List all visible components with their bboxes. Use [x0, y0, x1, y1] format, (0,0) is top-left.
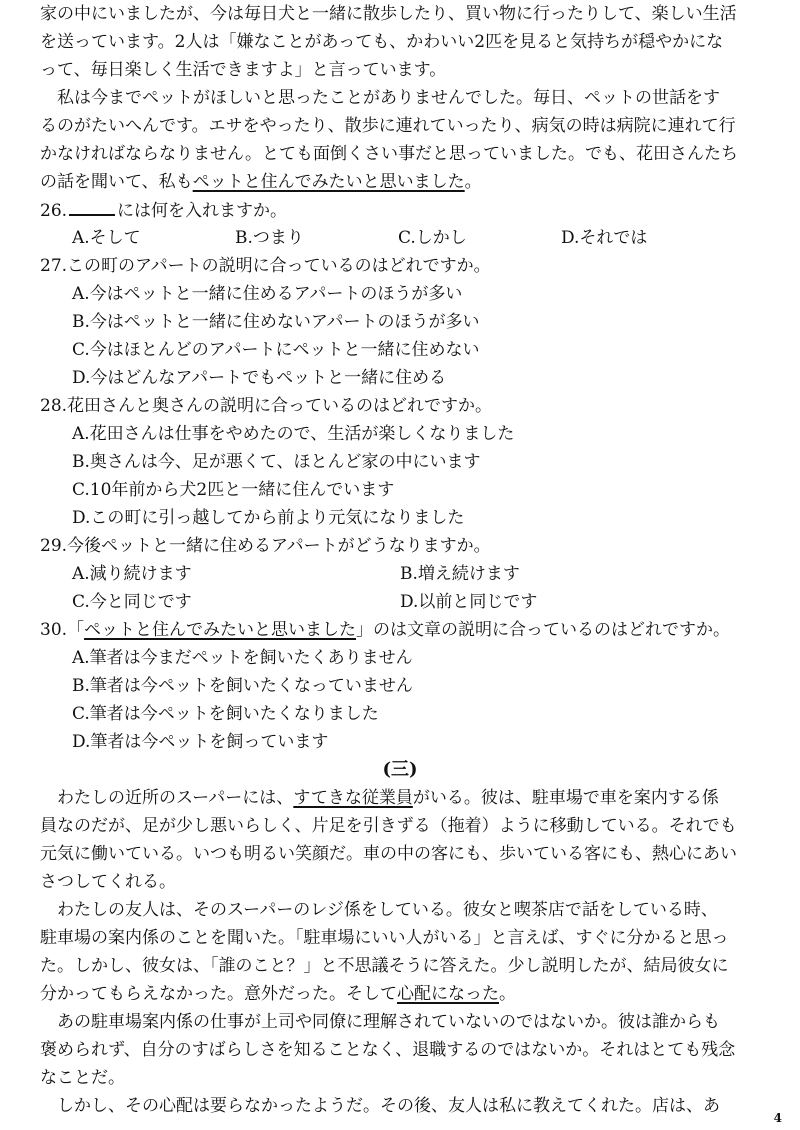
passage-line: 褒められず、自分のすばらしさを知ることなく、退職するのではないか。それはとても残念 [40, 1040, 736, 1060]
q26-option-d: D.それでは [561, 228, 648, 248]
underlined-phrase: ペットと住んでみたいと思いました [192, 172, 465, 192]
q28-option-c: C.10年前から犬2匹と一緒に住んでいます [72, 480, 395, 500]
passage-line: 員なのだが、足が少し悪いらしく、片足を引きずる（拖着）ように移動している。それでも [40, 816, 737, 836]
q27-option-d: D.今はどんなアパートでもペットと一緒に住める [72, 368, 447, 388]
quote-close: 」 [356, 620, 374, 640]
passage-line: 元気に働いている。いつも明るい笑顔だ。車の中の客にも、歩いている客にも、熱心にあい [40, 844, 737, 864]
q28-option-b: B.奥さんは今、足が悪くて、ほとんど家の中にいます [72, 452, 481, 472]
q26-option-c: C.しかし [398, 228, 467, 248]
passage-line: しかし、その心配は要らなかったようだ。その後、友人は私に教えてくれた。店は、あ [40, 1096, 720, 1116]
question-number: 30. [40, 620, 68, 640]
question-29-stem: 29.今後ペットと一緒に住めるアパートがどうなりますか。 [40, 536, 491, 556]
passage-text: わたしの近所のスーパーには、 [40, 788, 294, 808]
q26-option-b: B.つまり [235, 228, 304, 248]
q28-option-a: A.花田さんは仕事をやめたので、生活が楽しくなりました [72, 424, 515, 444]
q29-option-b: B.増え続けます [400, 564, 520, 584]
q27-option-b: B.今はペットと一緒に住めないアパートのほうが多い [72, 312, 480, 332]
page-number: 4 [773, 1111, 782, 1125]
passage-text: 。 [499, 984, 516, 1004]
passage-line: るのがたいへんです。エサをやったり、散歩に連れていったり、病気の時は病院に連れて行 [40, 116, 736, 136]
q30-option-b: B.筆者は今ペットを飼いたくなっていません [72, 676, 413, 696]
question-27-stem: 27.この町のアパートの説明に合っているのはどれですか。 [40, 256, 491, 276]
passage-line: 私は今までペットがほしいと思ったことがありませんでした。毎日、ペットの世話をす [40, 88, 720, 108]
passage-line: かなければならなりません。とても面倒くさい事だと思っていました。でも、花田さんたち [40, 144, 739, 164]
passage-line [40, 786, 719, 810]
passage-line: さつしてくれる。 [40, 872, 176, 892]
passage-line: わたしの友人は、そのスーパーのレジ係をしている。彼女と喫茶店で話をしている時、 [40, 900, 718, 920]
q29-option-c: C.今と同じです [72, 592, 192, 612]
passage-text: 。 [464, 172, 482, 192]
q29-option-d: D.以前と同じです [400, 592, 538, 612]
q30-option-c: C.筆者は今ペットを飼いたくなりました [72, 704, 379, 724]
passage-line [40, 170, 482, 194]
passage-text: 分かってもらえなかった。意外だった。そして [40, 984, 397, 1004]
passage-line: なことだ。 [40, 1068, 125, 1088]
passage-line: 家の中にいましたが、今は毎日犬と一緒に散歩したり、買い物に行ったりして、楽しい生活 [40, 4, 737, 24]
q27-option-c: C.今はほとんどのアパートにペットと一緒に住めない [72, 340, 480, 360]
passage-line: 駐車場の案内係のことを聞いた。「駐車場にいい人がいる」と言えば、すぐに分かると思っ [40, 928, 729, 948]
passage-text: がいる。彼は、駐車場で車を案内する係 [412, 788, 719, 808]
q28-option-d: D.この町に引っ越してから前より元気になりました [72, 508, 465, 528]
underlined-phrase: 心配になった [397, 984, 499, 1004]
fill-in-blank [69, 198, 115, 216]
quote-open: 「 [67, 620, 85, 640]
q26-option-a: A.そして [72, 228, 141, 248]
question-text: には何を入れますか。 [117, 201, 288, 221]
underlined-phrase: すてきな従業員 [293, 788, 413, 808]
underlined-phrase: ペットと住んでみたいと思いました [84, 620, 357, 640]
section-heading: (三) [382, 759, 418, 780]
passage-line: あの駐車場案内係の仕事が上司や同僚に理解されていないのではないか。彼は誰からも [40, 1012, 720, 1032]
q30-option-a: A.筆者は今まだペットを飼いたくありません [72, 648, 413, 668]
question-number: 26. [40, 201, 68, 221]
passage-line [40, 982, 516, 1006]
passage-text: の話を聞いて、私も [40, 172, 193, 192]
question-26-stem [40, 198, 287, 223]
q29-option-a: A.減り続けます [72, 564, 192, 584]
question-30-stem [40, 618, 730, 642]
question-text: のは文章の説明に合っているのはどれですか。 [373, 620, 731, 640]
passage-line: た。しかし、彼女は、「誰のこと？」と不思議そうに答えた。少し説明したが、結局彼女に [40, 956, 729, 976]
q30-option-d: D.筆者は今ペットを飼っています [72, 732, 329, 752]
passage-line: を送っています。2人は「嫌なことがあっても、かわいい2匹を見ると気持ちが穏やかにな [40, 32, 724, 52]
question-28-stem: 28.花田さんと奥さんの説明に合っているのはどれですか。 [40, 396, 493, 416]
q27-option-a: A.今はペットと一緒に住めるアパートのほうが多い [72, 284, 463, 304]
passage-line: って、毎日楽しく生活できますよ」と言っています。 [40, 60, 447, 80]
